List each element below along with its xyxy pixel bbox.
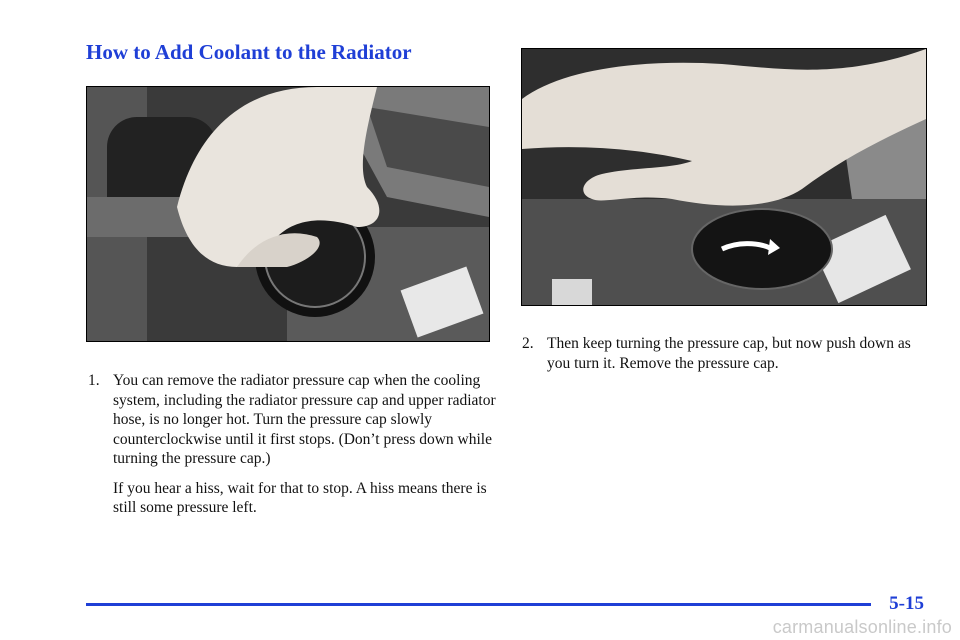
step-text: If you hear a hiss, wait for that to stop. A hiss means there is still some pressure left.: [113, 479, 487, 516]
step-2: [522, 334, 932, 373]
footer-rule: [86, 603, 871, 606]
step-text: You can remove the radiator pressure cap when the cooling system, including the radiator pressure cap and upper radiator hose, is no longer hot. Turn the pressure cap slowly counterclockwise until it first stops. (Don’t press down while turning the pressure cap.): [113, 372, 496, 467]
step-number: 1.: [88, 372, 100, 389]
step-1: [88, 371, 498, 518]
photo-hand-turning-cap: [86, 86, 490, 342]
photo-hand-pushing-cap: [521, 48, 927, 306]
photo-illustration: [87, 87, 489, 341]
step-number: 2.: [522, 335, 534, 352]
page-number: 5-15: [889, 593, 924, 614]
watermark: carmanualsonline.info: [772, 617, 952, 637]
page-title: How to Add Coolant to the Radiator: [86, 40, 412, 64]
photo-illustration: [522, 49, 926, 305]
step-text: Then keep turning the pressure cap, but now push down as you turn it. Remove the pressure cap.: [547, 335, 911, 372]
